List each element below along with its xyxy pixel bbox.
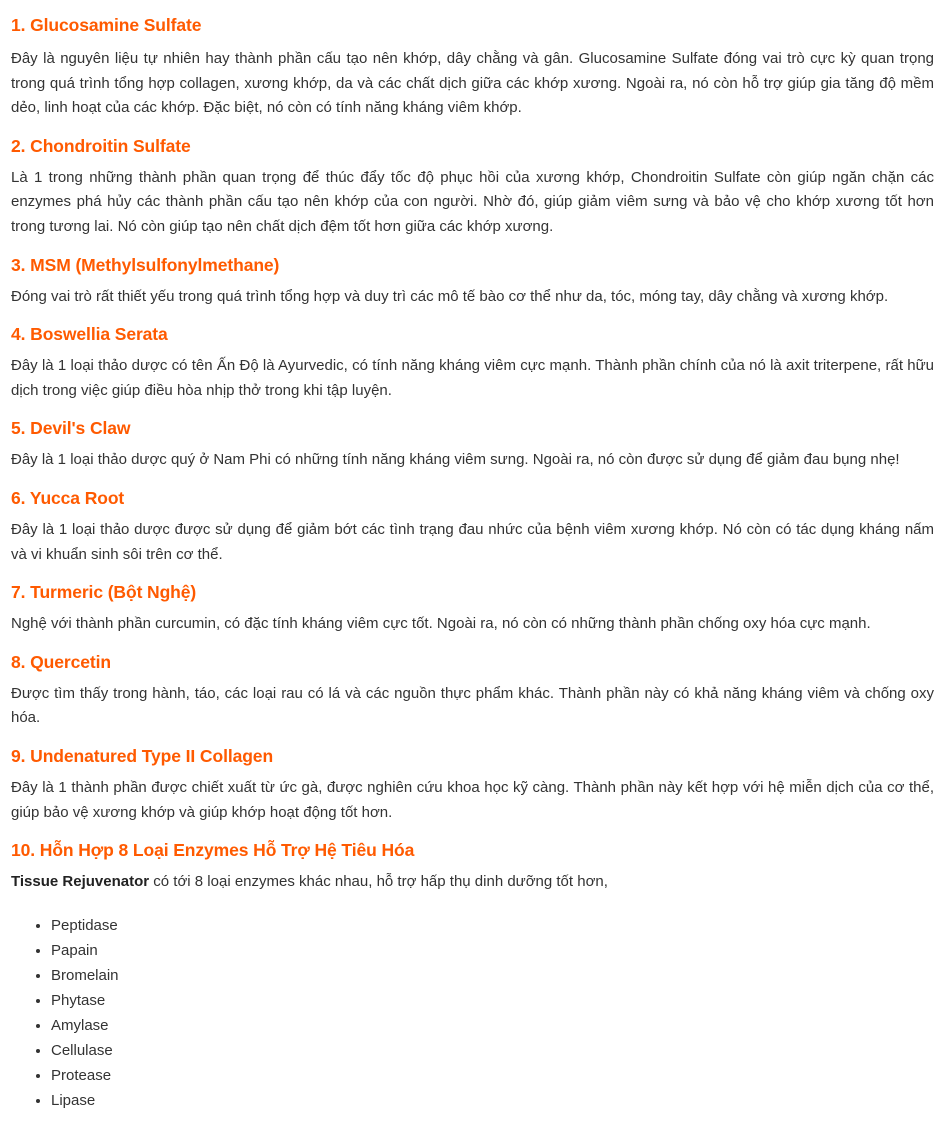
ingredient-section <box>11 581 934 637</box>
section-heading: 5. Devil's Claw <box>11 418 131 439</box>
ingredient-section <box>11 745 934 825</box>
ingredient-section <box>11 417 934 473</box>
ingredient-section <box>11 0 934 121</box>
ingredient-section <box>11 323 934 403</box>
section-body: Là 1 trong những thành phần quan trọng để thúc đẩy tốc độ phục hồi của xương khớp, Chondroitin Sulfate còn giúp ngăn chặn các enzymes phá hủy các thành phần cấu tạo nên khớp của con người. Nhờ đó, giúp giảm viêm sưng và bảo vệ cho khớp xương tốt hơn trong tương lai. Nó còn giúp tạo nên chất dịch đệm tốt hơn giữa các khớp xương. <box>11 168 934 235</box>
section-heading: 3. MSM (Methylsulfonylmethane) <box>11 254 280 275</box>
enzyme-list-item: • Phytase <box>51 988 934 1013</box>
section-body: Đây là 1 loại thảo dược quý ở Nam Phi có những tính năng kháng viêm sưng. Ngoài ra, nó còn được sử dụng để giảm đau bụng nhẹ! <box>11 451 900 469</box>
section-heading: 2. Chondroitin Sulfate <box>11 135 191 156</box>
section-body: Đóng vai trò rất thiết yếu trong quá trình tổng hợp và duy trì các mô tế bào cơ thể như da, tóc, móng tay, dây chằng và xương khớp. <box>11 287 889 305</box>
section-body: Nghệ với thành phần curcumin, có đặc tính kháng viêm cực tốt. Ngoài ra, nó còn có những thành phần chống oxy hóa cực mạnh. <box>11 615 871 633</box>
section-heading: 7. Turmeric (Bột Nghệ) <box>11 582 197 603</box>
section-heading: 4. Boswellia Serata <box>11 324 168 345</box>
section-heading: 10. Hỗn Hợp 8 Loại Enzymes Hỗ Trợ Hệ Tiêu Hóa <box>11 840 415 861</box>
section-heading: 1. Glucosamine Sulfate <box>11 15 202 35</box>
enzyme-list-item: • Bromelain <box>51 963 934 988</box>
section-intro-text: có tới 8 loại enzymes khác nhau, hỗ trợ hấp thụ dinh dưỡng tốt hơn, <box>149 873 608 891</box>
enzyme-list-item: • Papain <box>51 938 934 963</box>
section-intro <box>11 870 934 895</box>
enzyme-list-item: • Lipase <box>51 1088 934 1113</box>
enzyme-blend-section <box>11 839 934 1113</box>
enzyme-list <box>11 913 934 1113</box>
section-heading: 6. Yucca Root <box>11 487 125 508</box>
ingredient-section <box>11 135 934 240</box>
ingredient-section <box>11 651 934 731</box>
section-body: Đây là 1 thành phần được chiết xuất từ ức gà, được nghiên cứu khoa học kỹ càng. Thành phần này kết hợp với hệ miễn dịch của cơ thể, giúp bảo vệ xương khớp và giúp khớp hoạt động tốt hơn. <box>11 778 934 821</box>
enzyme-list-item: • Peptidase <box>51 913 934 938</box>
enzyme-list-item: • Amylase <box>51 1013 934 1038</box>
section-body: Đây là nguyên liệu tự nhiên hay thành phần cấu tạo nên khớp, dây chằng và gân. Glucosamine Sulfate đóng vai trò cực kỳ quan trọng trong quá trình tổng hợp collagen, xương khớp, da và các chất dịch giữa các khớp xương. Ngoài ra, nó còn hỗ trợ giúp gia tăng độ mềm dẻo, linh hoạt của các khớp. Đặc biệt, nó còn có tính năng kháng viêm khớp. <box>11 50 934 117</box>
product-name: Tissue Rejuvenator <box>11 873 150 891</box>
section-heading: 8. Quercetin <box>11 651 111 672</box>
section-body: Đây là 1 loại thảo dược được sử dụng để giảm bớt các tình trạng đau nhức của bệnh viêm xương khớp. Nó còn có tác dụng kháng nấm và vi khuẩn sinh sôi trên cơ thể. <box>11 520 934 563</box>
ingredient-section <box>11 254 934 310</box>
enzyme-list-item: • Protease <box>51 1063 934 1088</box>
section-body: Được tìm thấy trong hành, táo, các loại rau có lá và các nguồn thực phẩm khác. Thành phần này có khả năng kháng viêm và chống oxy hóa. <box>11 684 934 727</box>
ingredient-section <box>11 487 934 567</box>
enzyme-list-item: • Cellulase <box>51 1038 934 1063</box>
section-body: Đây là 1 loại thảo dược có tên Ấn Độ là Ayurvedic, có tính năng kháng viêm cực mạnh. Thành phần chính của nó là axit triterpene, rất hữu dịch trong việc giúp điều hòa nhịp thở trong khi tập luyện. <box>11 357 934 399</box>
section-heading: 9. Undenatured Type II Collagen <box>11 745 274 766</box>
